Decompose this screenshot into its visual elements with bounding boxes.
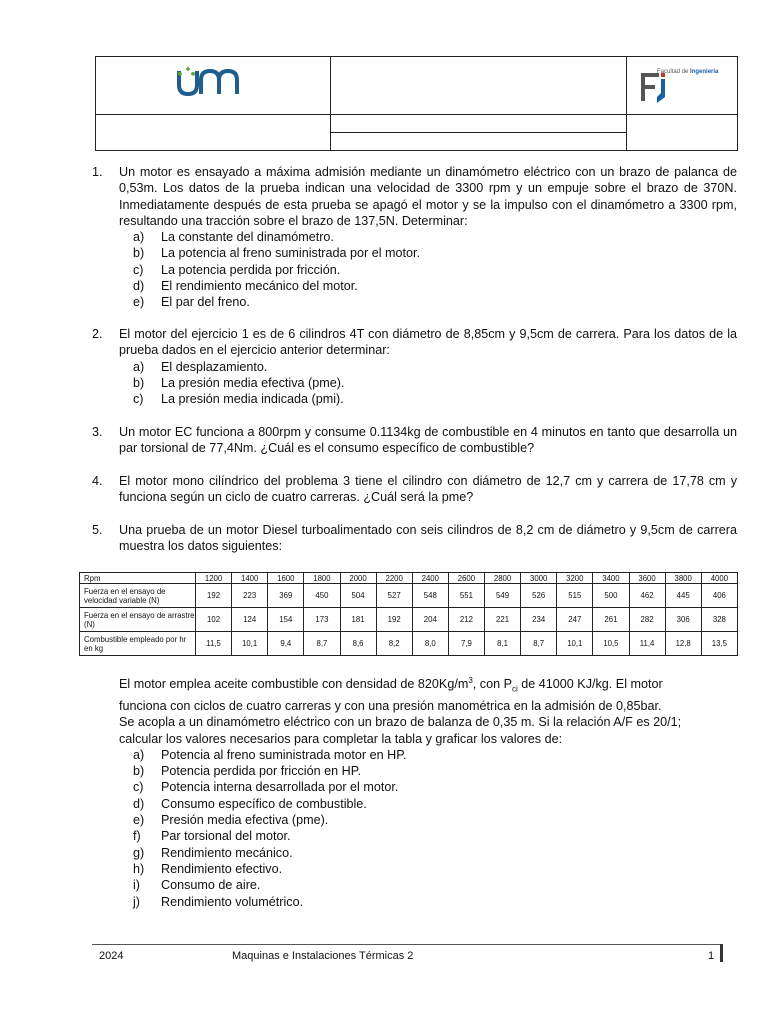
table-cell: 526 xyxy=(521,584,557,608)
list-item: c) La presión media indicada (pmi). xyxy=(133,392,344,407)
exercise-text: Un motor EC funciona a 800rpm y consume 0.1134kg de combustible en 4 minutos en tanto que desarrolla un par torsional de 77,4Nm. ¿Cuál es el consumo específico de combustible? xyxy=(119,425,737,456)
header-divider xyxy=(96,114,737,115)
engine-data-table xyxy=(79,572,738,656)
exercise-5 xyxy=(92,522,737,555)
paragraph-line: El motor emplea aceite combustible con densidad de $820Kg/m^3$, con $P_{ci}$ de 41000 KJ/kg. El motor xyxy=(119,676,663,694)
header-divider xyxy=(626,57,627,150)
exercise-number: 1. xyxy=(92,165,103,179)
list-item: f) Par torsional del motor. xyxy=(133,829,291,844)
table-cell: 204 xyxy=(412,608,448,632)
table-cell: 527 xyxy=(376,584,412,608)
table-cell: 13,5 xyxy=(701,632,737,656)
table-cell: 2800 xyxy=(485,573,521,584)
list-item: b) La presión media efectiva (pme). xyxy=(133,375,345,390)
table-cell: 450 xyxy=(304,584,340,608)
paragraph-line: funciona con ciclos de cuatro carreras y con una presión manométrica en la admisión de 0,85bar. xyxy=(119,699,662,713)
table-cell: 221 xyxy=(485,608,521,632)
table-row xyxy=(80,573,738,584)
footer-page-bar xyxy=(720,944,723,962)
table-cell: 1200 xyxy=(196,573,232,584)
table-row xyxy=(80,632,738,656)
exercise-3 xyxy=(92,424,737,457)
table-cell: 124 xyxy=(232,608,268,632)
table-cell: 173 xyxy=(304,608,340,632)
table-cell: 548 xyxy=(412,584,448,608)
table-cell: 328 xyxy=(701,608,737,632)
table-cell: 500 xyxy=(593,584,629,608)
list-item: d) Consumo específico de combustible. xyxy=(133,796,367,811)
table-row-label: Combustible empleado por hr en kg xyxy=(80,632,196,656)
table-row xyxy=(80,584,738,608)
header-table xyxy=(95,56,738,151)
list-item: b) Potencia perdida por fricción en HP. xyxy=(133,764,361,779)
table-cell: 306 xyxy=(665,608,701,632)
table-cell: 8,7 xyxy=(521,632,557,656)
exercise-number: 2. xyxy=(92,327,103,341)
footer-page-number: 1 xyxy=(708,950,715,962)
exercise-items xyxy=(119,229,737,310)
list-item: d) El rendimiento mecánico del motor. xyxy=(133,279,358,294)
table-cell: 549 xyxy=(485,584,521,608)
table-cell: 2200 xyxy=(376,573,412,584)
table-row-label: Fuerza en el ensayo de velocidad variable (N) xyxy=(80,584,196,608)
table-cell: 2000 xyxy=(340,573,376,584)
exercise-text: El motor mono cilíndrico del problema 3 tiene el cilindro con diámetro de 12,7 cm y carrera de 17,78 cm y funciona según un ciclo de cuatro carreras. ¿Cuál será la pme? xyxy=(119,474,737,505)
table-cell: 3400 xyxy=(593,573,629,584)
exercise-text: Una prueba de un motor Diesel turboalimentado con seis cilindros de 8,2 cm de diámetro y 9,5cm de carrera muestra los datos siguientes: xyxy=(119,523,737,554)
table-cell: 154 xyxy=(268,608,304,632)
table-cell: 11,4 xyxy=(629,632,665,656)
header-divider xyxy=(330,57,331,150)
table-cell: 9,4 xyxy=(268,632,304,656)
list-item: h) Rendimiento efectivo. xyxy=(133,861,283,876)
table-cell: 504 xyxy=(340,584,376,608)
fi-logo xyxy=(639,67,729,105)
table-cell: 445 xyxy=(665,584,701,608)
table-cell: 247 xyxy=(557,608,593,632)
table-cell: 192 xyxy=(196,584,232,608)
exercise-1 xyxy=(92,164,737,311)
table-cell: 8,6 xyxy=(340,632,376,656)
list-item: i) Consumo de aire. xyxy=(133,878,261,893)
exercise-2 xyxy=(92,326,737,407)
table-cell: 1800 xyxy=(304,573,340,584)
table-cell: 462 xyxy=(629,584,665,608)
um-logo xyxy=(176,65,254,97)
table-cell: 181 xyxy=(340,608,376,632)
table-cell: 406 xyxy=(701,584,737,608)
paragraph-line: Se acopla a un dinamómetro eléctrico con un brazo de balanza de 0,35 m. Si la relación A/F es 20/1; xyxy=(119,715,682,730)
exercise-number: 4. xyxy=(92,474,103,488)
table-cell: 7,9 xyxy=(448,632,484,656)
list-item: j) Rendimiento volumétrico. xyxy=(133,894,304,909)
exercise-items xyxy=(119,359,737,408)
table-cell: 11,5 xyxy=(196,632,232,656)
list-item: a) El desplazamiento. xyxy=(133,359,268,374)
list-item: c) Potencia interna desarrollada por el motor. xyxy=(133,780,399,795)
table-cell: 2400 xyxy=(412,573,448,584)
table-cell: 192 xyxy=(376,608,412,632)
table-cell: 1400 xyxy=(232,573,268,584)
exercise-text: El motor del ejercicio 1 es de 6 cilindros 4T con diámetro de 8,85cm y 9,5cm de carrera. Para los datos de la prueba dados en el ejercicio anterior determinar: xyxy=(119,327,737,358)
table-cell: 10,5 xyxy=(593,632,629,656)
table-cell: 212 xyxy=(448,608,484,632)
exercise-items xyxy=(119,747,739,910)
table-cell: 10,1 xyxy=(557,632,593,656)
table-cell: 3600 xyxy=(629,573,665,584)
table-cell: 8,0 xyxy=(412,632,448,656)
table-row-label: Fuerza en el ensayo de arrastre (N) xyxy=(80,608,196,632)
table-cell: 234 xyxy=(521,608,557,632)
table-cell: 3000 xyxy=(521,573,557,584)
exercise-number: 3. xyxy=(92,425,103,439)
exercise-4 xyxy=(92,473,737,506)
table-cell: 551 xyxy=(448,584,484,608)
table-cell: 369 xyxy=(268,584,304,608)
table-cell: 4000 xyxy=(701,573,737,584)
fi-logo-text: Facultad de Ingeniería xyxy=(657,69,719,75)
list-item: b) La potencia al freno suministrada por el motor. xyxy=(133,246,421,261)
table-cell: 3800 xyxy=(665,573,701,584)
table-cell: 223 xyxy=(232,584,268,608)
table-cell: 10,1 xyxy=(232,632,268,656)
table-cell: 2600 xyxy=(448,573,484,584)
table-cell: 12,8 xyxy=(665,632,701,656)
exercise-number: 5. xyxy=(92,523,103,537)
footer-year: 2024 xyxy=(99,950,124,962)
footer-rule xyxy=(92,944,722,945)
table-cell: 102 xyxy=(196,608,232,632)
table-cell: 282 xyxy=(629,608,665,632)
list-item: e) El par del freno. xyxy=(133,295,250,310)
list-item: a) Potencia al freno suministrada motor en HP. xyxy=(133,747,407,762)
footer-course: Maquinas e Instalaciones Térmicas 2 xyxy=(232,950,414,962)
exercise-5-details xyxy=(119,673,739,910)
table-cell: 261 xyxy=(593,608,629,632)
table-cell: 3200 xyxy=(557,573,593,584)
table-cell: 8,2 xyxy=(376,632,412,656)
table-cell: 8,7 xyxy=(304,632,340,656)
paragraph-line: calcular los valores necesarios para completar la tabla y graficar los valores de: xyxy=(119,731,563,746)
table-row xyxy=(80,608,738,632)
list-item: e) Presión media efectiva (pme). xyxy=(133,813,329,828)
header-divider xyxy=(330,132,626,133)
table-cell: 1600 xyxy=(268,573,304,584)
list-item: g) Rendimiento mecánico. xyxy=(133,845,293,860)
table-cell: 515 xyxy=(557,584,593,608)
list-item: c) La potencia perdida por fricción. xyxy=(133,262,341,277)
table-row-label: Rpm xyxy=(80,573,196,584)
exercise-text: Un motor es ensayado a máxima admisión mediante un dinamómetro eléctrico con un brazo de palanca de 0,53m. Los datos de la prueba indican una velocidad de 3300 rpm y un empuje sobre el brazo de 370N. Inmediatamente después de esta prueba se apagó el motor y se la impulso con el dinamómetro a 3300 rpm, resultando una tracción sobre el brazo de 137,5N. Determinar: xyxy=(119,165,737,228)
list-item: a) La constante del dinamómetro. xyxy=(133,230,334,245)
table-cell: 8,1 xyxy=(485,632,521,656)
